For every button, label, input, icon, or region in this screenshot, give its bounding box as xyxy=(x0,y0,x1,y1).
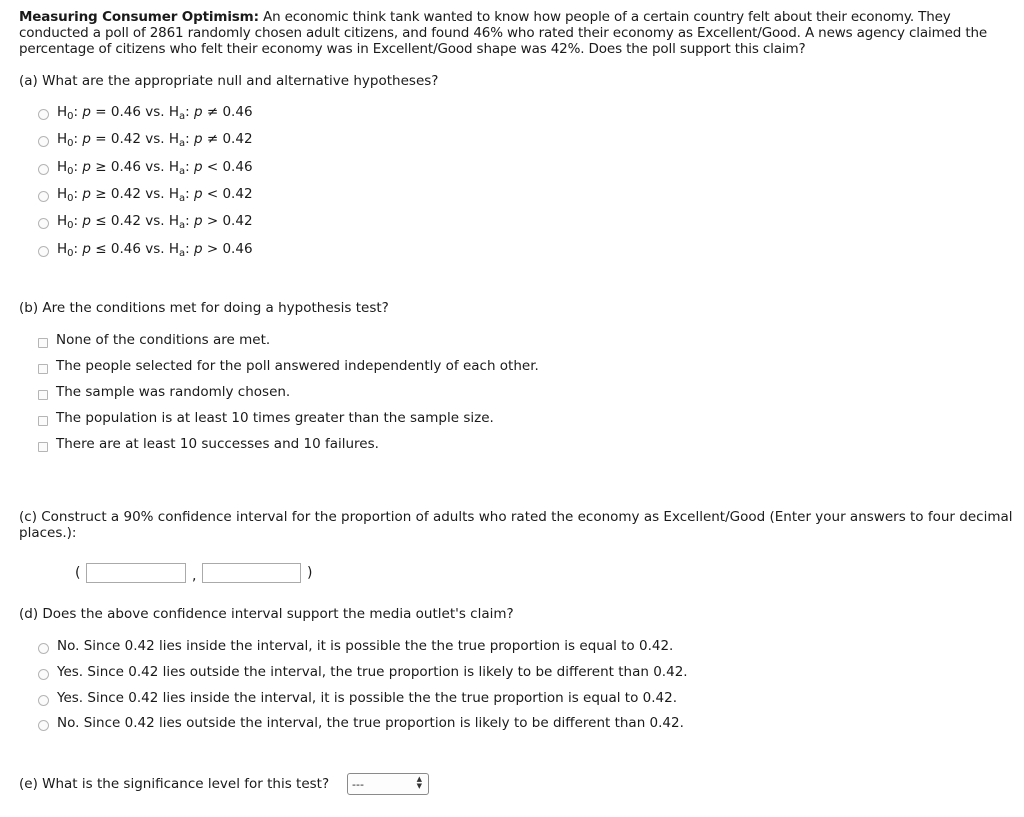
radio-button[interactable] xyxy=(38,669,49,680)
part-e-question: (e) What is the significance level for this test? xyxy=(19,776,330,792)
checkbox[interactable] xyxy=(38,442,48,452)
condition-option[interactable] xyxy=(38,384,290,400)
radio-button[interactable] xyxy=(38,695,49,706)
option-label: No. Since 0.42 lies outside the interval, the true proportion is likely to be different than 0.42. xyxy=(57,715,684,731)
condition-label: The people selected for the poll answered independently of each other. xyxy=(56,358,539,374)
interval-support-option[interactable] xyxy=(38,690,677,706)
ci-lower-bound-input[interactable] xyxy=(86,563,186,583)
condition-option[interactable] xyxy=(38,358,539,374)
condition-label: None of the conditions are met. xyxy=(56,332,271,348)
hypothesis-text: $H_0$: p ≤ 0.46 vs. $H_a$: p > 0.46 xyxy=(57,241,253,259)
condition-option[interactable] xyxy=(38,436,379,452)
option-label: No. Since 0.42 lies inside the interval, it is possible the the true proportion is equal to 0.42. xyxy=(57,638,674,654)
hypothesis-text: $H_0$: p = 0.46 vs. $H_a$: p ≠ 0.46 xyxy=(57,104,253,122)
interval-support-option[interactable] xyxy=(38,664,688,680)
condition-option[interactable] xyxy=(38,410,494,426)
radio-button[interactable] xyxy=(38,136,49,147)
condition-label: The population is at least 10 times greater than the sample size. xyxy=(56,410,494,426)
option-label: Yes. Since 0.42 lies inside the interval, it is possible the the true proportion is equal to 0.42. xyxy=(57,690,677,706)
select-arrows-icon: ▲ ▼ xyxy=(416,775,422,790)
option-label: Yes. Since 0.42 lies outside the interval, the true proportion is likely to be different than 0.42. xyxy=(57,664,688,680)
hypothesis-option[interactable] xyxy=(38,241,253,257)
checkbox[interactable] xyxy=(38,364,48,374)
hypothesis-option[interactable] xyxy=(38,213,253,229)
ci-close-paren: ) xyxy=(307,565,313,581)
radio-button[interactable] xyxy=(38,218,49,229)
problem-statement xyxy=(19,9,1021,57)
hypothesis-option[interactable] xyxy=(38,159,253,175)
radio-button[interactable] xyxy=(38,246,49,257)
radio-button[interactable] xyxy=(38,720,49,731)
hypothesis-text: $H_0$: p = 0.42 vs. $H_a$: p ≠ 0.42 xyxy=(57,131,253,149)
part-a-question: (a) What are the appropriate null and alternative hypotheses? xyxy=(19,73,439,89)
condition-label: There are at least 10 successes and 10 failures. xyxy=(56,436,379,452)
part-b-question: (b) Are the conditions met for doing a hypothesis test? xyxy=(19,300,389,316)
part-c-question: (c) Construct a 90% confidence interval for the proportion of adults who rated the economy as Excellent/Good (Enter your answers to four decimal places.): xyxy=(19,509,1013,541)
radio-button[interactable] xyxy=(38,643,49,654)
hypothesis-option[interactable] xyxy=(38,131,253,147)
significance-level-selected: --- xyxy=(352,777,364,791)
radio-button[interactable] xyxy=(38,191,49,202)
checkbox[interactable] xyxy=(38,338,48,348)
ci-open-paren: ( xyxy=(75,565,81,581)
checkbox[interactable] xyxy=(38,390,48,400)
hypothesis-text: $H_0$: p ≤ 0.42 vs. $H_a$: p > 0.42 xyxy=(57,213,253,231)
problem-text: An economic think tank wanted to know how people of a certain country felt about their economy. They conducted a poll of 2861 randomly chosen adult citizens, and found 46% who rated their economy as Excellent/Good. A news agency claimed the percentage of citizens who felt their economy was in Excellent/Good shape was 42%. Does the poll support this claim? xyxy=(19,9,988,57)
problem-title: Measuring Consumer Optimism: xyxy=(19,9,259,25)
hypothesis-text: $H_0$: p ≥ 0.42 vs. $H_a$: p < 0.42 xyxy=(57,186,253,204)
hypothesis-option[interactable] xyxy=(38,186,253,202)
interval-support-option[interactable] xyxy=(38,715,684,731)
ci-comma: , xyxy=(192,568,197,584)
radio-button[interactable] xyxy=(38,109,49,120)
condition-option[interactable] xyxy=(38,332,270,348)
hypothesis-option[interactable] xyxy=(38,104,253,120)
radio-button[interactable] xyxy=(38,164,49,175)
ci-upper-bound-input[interactable] xyxy=(202,563,301,583)
hypothesis-text: $H_0$: p ≥ 0.46 vs. $H_a$: p < 0.46 xyxy=(57,159,253,177)
checkbox[interactable] xyxy=(38,416,48,426)
interval-support-option[interactable] xyxy=(38,638,673,654)
significance-level-select[interactable] xyxy=(347,773,429,795)
condition-label: The sample was randomly chosen. xyxy=(56,384,291,400)
part-d-question: (d) Does the above confidence interval support the media outlet's claim? xyxy=(19,606,514,622)
